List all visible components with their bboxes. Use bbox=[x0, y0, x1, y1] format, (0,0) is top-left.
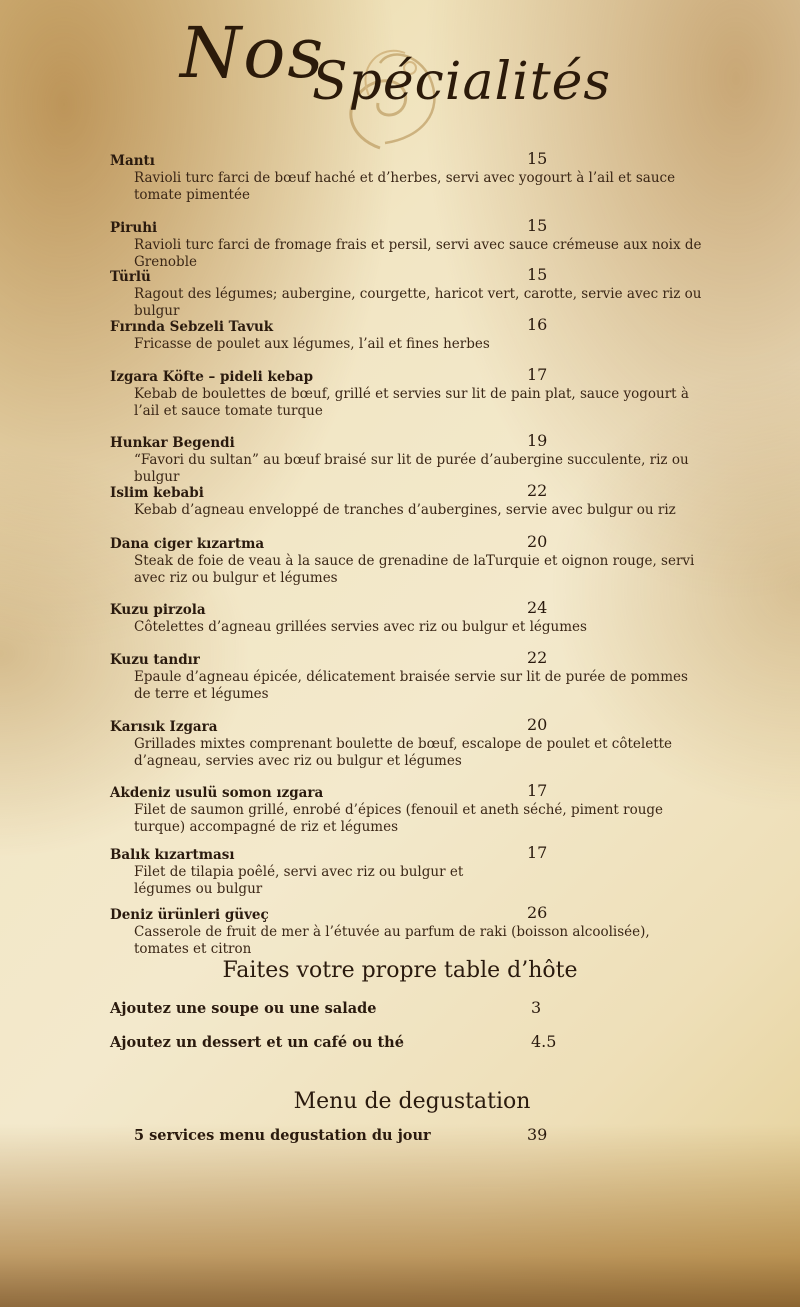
menu-item bbox=[110, 532, 710, 587]
item-price: 17 bbox=[527, 843, 548, 862]
item-price: 24 bbox=[527, 598, 548, 617]
item-name: Izgara Köfte – pideli kebap bbox=[110, 369, 314, 385]
option-soup-salad-price: 3 bbox=[531, 998, 542, 1017]
menu-item bbox=[110, 715, 710, 770]
menu-item bbox=[110, 149, 710, 204]
item-description: Côtelettes d’agneau grillées servies avec riz ou bulgur et légumes bbox=[134, 619, 587, 635]
menu-item bbox=[110, 431, 710, 486]
item-price: 26 bbox=[527, 903, 548, 922]
item-description: Kebab de boulettes de bœuf, grillé et servies sur lit de pain plat, sauce yogourt à l’ail et sauce tomate turque bbox=[134, 386, 689, 419]
item-price: 15 bbox=[527, 149, 548, 168]
menu-title bbox=[160, 8, 620, 158]
degustation-title: Menu de degustation bbox=[293, 1089, 531, 1114]
item-name: Balık kızartması bbox=[110, 847, 235, 863]
item-name: Dana ciger kızartma bbox=[110, 536, 265, 552]
menu-item bbox=[110, 781, 710, 836]
item-description: Steak de foie de veau à la sauce de grenadine de laTurquie et oignon rouge, servi avec riz ou bulgur et légumes bbox=[134, 553, 695, 586]
menu-item bbox=[110, 903, 710, 958]
item-name: Kuzu pirzola bbox=[110, 602, 206, 618]
item-price: 16 bbox=[527, 315, 548, 334]
item-price: 17 bbox=[527, 781, 548, 800]
item-name: Deniz ürünleri güveç bbox=[110, 907, 269, 923]
item-description: Filet de saumon grillé, enrobé d’épices (fenouil et aneth séché, piment rouge turque) accompagné de riz et légumes bbox=[134, 802, 664, 835]
item-name: Mantı bbox=[110, 153, 155, 169]
menu-item bbox=[110, 481, 710, 519]
title-word-nos: Nos bbox=[180, 12, 326, 94]
item-price: 15 bbox=[527, 265, 548, 284]
menu-item bbox=[110, 216, 710, 271]
menu-item bbox=[110, 843, 710, 898]
item-price: 22 bbox=[527, 648, 548, 667]
menu-item bbox=[110, 365, 710, 420]
menu-item bbox=[110, 648, 710, 703]
option-soup-salad-label: Ajoutez une soupe ou une salade bbox=[110, 1000, 377, 1017]
item-name: Akdeniz usulü somon ızgara bbox=[110, 785, 324, 801]
item-price: 22 bbox=[527, 481, 548, 500]
item-description: Filet de tilapia poêlé, servi avec riz ou bulgur et légumes ou bulgur bbox=[134, 864, 464, 897]
item-name: Türlü bbox=[110, 269, 151, 285]
item-description: Epaule d’agneau épicée, délicatement braisée servie sur lit de purée de pommes de terre et légumes bbox=[134, 669, 688, 702]
item-description: Ragout des légumes; aubergine, courgette, haricot vert, carotte, servie avec riz ou bulgur bbox=[134, 286, 702, 319]
item-price: 20 bbox=[527, 715, 548, 734]
degustation-price: 39 bbox=[527, 1125, 548, 1144]
menu-item bbox=[110, 265, 710, 320]
item-name: Karısık Izgara bbox=[110, 719, 218, 735]
option-dessert-coffee-label: Ajoutez un dessert et un café ou thé bbox=[110, 1034, 404, 1051]
item-description: Grillades mixtes comprenant boulette de bœuf, escalope de poulet et côtelette d’agneau, servies avec riz ou bulgur et légumes bbox=[134, 736, 673, 769]
item-description: Kebab d’agneau enveloppé de tranches d’aubergines, servie avec bulgur ou riz bbox=[134, 502, 676, 518]
degustation-label: 5 services menu degustation du jour bbox=[134, 1127, 431, 1144]
item-price: 15 bbox=[527, 216, 548, 235]
menu-item bbox=[110, 598, 710, 636]
option-dessert-coffee-price: 4.5 bbox=[531, 1032, 557, 1051]
item-description: Ravioli turc farci de fromage frais et persil, servi avec sauce crémeuse aux noix de Grenoble bbox=[134, 237, 702, 270]
item-description: “Favori du sultan” au bœuf braisé sur lit de purée d’aubergine succulente, riz ou bulgur bbox=[134, 452, 689, 485]
item-price: 20 bbox=[527, 532, 548, 551]
item-price: 17 bbox=[527, 365, 548, 384]
item-name: Kuzu tandır bbox=[110, 652, 200, 668]
item-name: Islim kebabi bbox=[110, 485, 204, 501]
item-description: Fricasse de poulet aux légumes, l’ail et fines herbes bbox=[134, 336, 490, 352]
item-name: Fırında Sebzeli Tavuk bbox=[110, 319, 274, 335]
item-description: Ravioli turc farci de bœuf haché et d’herbes, servi avec yogourt à l’ail et sauce tomate pimentée bbox=[134, 170, 676, 203]
item-description: Casserole de fruit de mer à l’étuvée au parfum de raki (boisson alcoolisée), tomates et citron bbox=[134, 924, 650, 957]
item-price: 19 bbox=[527, 431, 548, 450]
menu-item bbox=[110, 315, 710, 353]
item-name: Piruhi bbox=[110, 220, 158, 236]
item-name: Hunkar Begendi bbox=[110, 435, 235, 451]
table-hote-title: Faites votre propre table d’hôte bbox=[222, 958, 578, 983]
title-word-specialites: Spécialités bbox=[312, 52, 612, 112]
